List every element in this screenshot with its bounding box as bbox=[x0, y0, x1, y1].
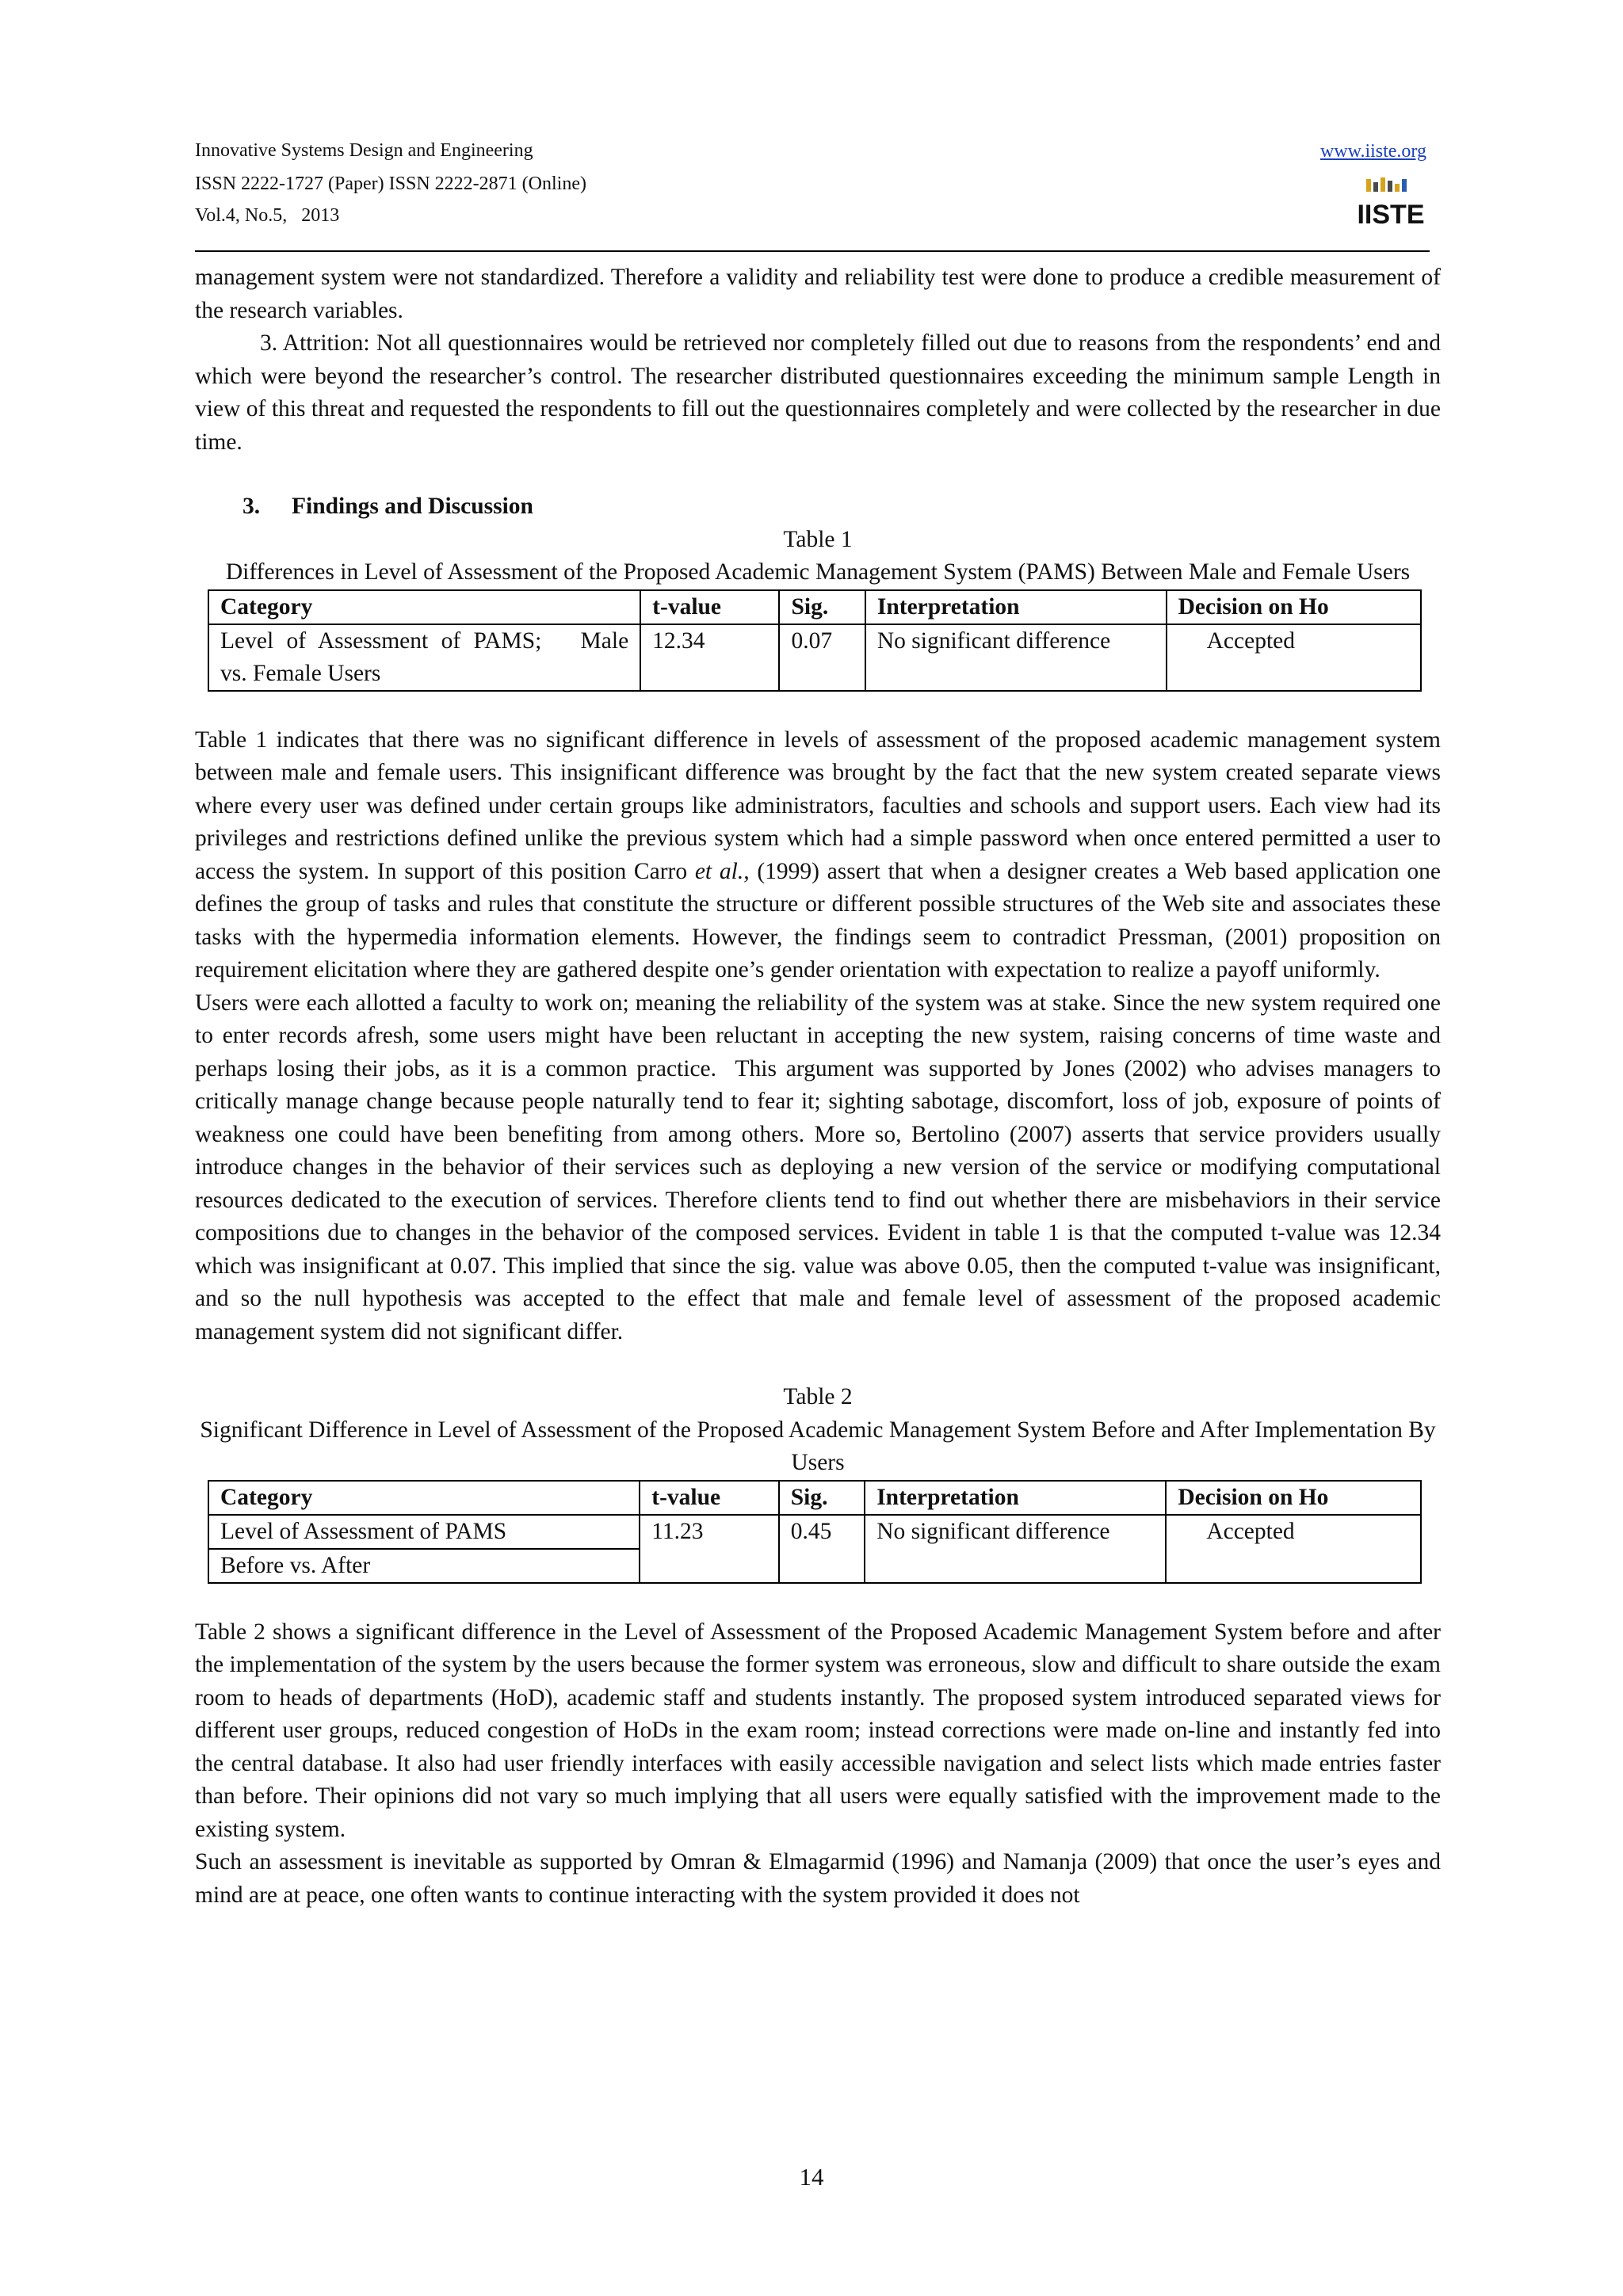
table-header-cell: Category bbox=[208, 590, 640, 624]
journal-name: Innovative Systems Design and Engineering bbox=[195, 140, 533, 161]
table-cell-category bbox=[208, 624, 640, 691]
journal-url-link[interactable]: www.iiste.org bbox=[1320, 141, 1426, 162]
table-cell-sig: 0.45 bbox=[779, 1515, 865, 1583]
svg-text:IISTE: IISTE bbox=[1357, 200, 1425, 230]
table-header-row bbox=[208, 1481, 1421, 1515]
table-header-cell: t-value bbox=[640, 1481, 778, 1515]
paragraph: Such an assessment is inevitable as supported by Omran & Elmagarmid (1996) and Namanja (2009) that once the user’s eyes and mind are at peace, one often wants to continue interacting with the system provided it does not bbox=[195, 1849, 1441, 1908]
table-header-cell: Decision on Ho bbox=[1166, 1481, 1421, 1515]
table-cell-interpretation: No significant difference bbox=[865, 1515, 1166, 1583]
paragraph: 3. Attrition: Not all questionnaires would be retrieved nor completely filled out due to reasons from the respondents’ end and which were beyond the researcher’s control. The researcher distributed questionnaires exceeding the minimum sample Length in view of this threat and requested the respondents to fill out the questionnaires completely and were collected by the researcher in due time. bbox=[195, 330, 1441, 455]
table-row bbox=[208, 624, 1421, 691]
table-cell-category: Level of Assessment of PAMS bbox=[208, 1515, 640, 1549]
table-cell-interpretation: No significant difference bbox=[865, 624, 1167, 691]
table-header-row bbox=[208, 590, 1421, 624]
table-cell-category: Before vs. After bbox=[208, 1549, 640, 1583]
section-number: 3. bbox=[242, 494, 261, 519]
paragraph: Table 1 indicates that there was no significant difference in levels of assessment of the proposed academic management system between male and female users. This insignificant difference was brought by the fact that the new system created separate views where every user was defined under certain groups like administrators, faculties and schools and support users. Each view had its privileges and restrictions defined unlike the previous system which had a simple password when once entered permitted a user to access the system. In support of this position Carro et al., (1999) assert that when a designer creates a Web based application one defines the group of tasks and rules that constitute the structure or different possible structures of the Web site and associates these tasks with the hypermedia information elements. However, the findings seem to contradict Pressman, (2001) proposition on requirement elicitation where they are gathered despite one’s gender orientation with expectation to realize a payoff uniformly. bbox=[195, 727, 1441, 982]
category-line: vs. Female Users bbox=[220, 660, 381, 686]
article-content bbox=[195, 261, 1441, 1912]
journal-volume: Vol.4, No.5, 2013 bbox=[195, 205, 340, 226]
table-header-cell: t-value bbox=[640, 590, 779, 624]
table-label: Table 1 bbox=[783, 526, 853, 552]
table-label: Table 2 bbox=[783, 1384, 853, 1409]
section-title: Findings and Discussion bbox=[292, 494, 533, 519]
page-header bbox=[195, 135, 1426, 254]
table-caption: Significant Difference in Level of Assessment of the Proposed Academic Management System Before and After Implementation By Users bbox=[200, 1417, 1436, 1475]
table-header-cell: Interpretation bbox=[865, 1481, 1166, 1515]
journal-issn: ISSN 2222-1727 (Paper) ISSN 2222-2871 (Online) bbox=[195, 174, 586, 194]
section-heading bbox=[195, 490, 1441, 524]
table-cell-decision: Accepted bbox=[1166, 1515, 1421, 1583]
table-row bbox=[208, 1515, 1421, 1549]
page-number: 14 bbox=[799, 2163, 824, 2191]
table-cell-sig: 0.07 bbox=[779, 624, 865, 691]
table-cell-t-value: 11.23 bbox=[640, 1515, 778, 1583]
table-header-cell: Decision on Ho bbox=[1167, 590, 1421, 624]
paragraph: management system were not standardized. Therefore a validity and reliability test were done to produce a credible measurement of the research variables. bbox=[195, 265, 1441, 323]
table-cell-t-value: 12.34 bbox=[640, 624, 779, 691]
table-header-cell: Sig. bbox=[779, 590, 865, 624]
table-caption: Differences in Level of Assessment of the Proposed Academic Management System (PAMS) Between Male and Female Users bbox=[225, 559, 1411, 585]
header-divider bbox=[195, 250, 1430, 252]
table-header-cell: Sig. bbox=[779, 1481, 865, 1515]
paragraph: Table 2 shows a significant difference in the Level of Assessment of the Proposed Academic Management System before and after the implementation of the system by the users because the former system was erroneous, slow and difficult to share outside the exam room to heads of departments (HoD), academic staff and students instantly. The proposed system introduced separated views for different user groups, reduced congestion of HoDs in the exam room; instead corrections were made on-line and instantly fed into the central database. It also had user friendly interfaces with easily accessible navigation and select lists which made entries faster than before. Their opinions did not vary so much implying that all users were equally satisfied with the improvement made to the existing system. bbox=[195, 1619, 1441, 1842]
results-table-2 bbox=[208, 1480, 1422, 1584]
table-header-cell: Category bbox=[208, 1481, 640, 1515]
results-table-1 bbox=[208, 589, 1422, 692]
category-line: Level of Assessment of PAMS; Male bbox=[220, 627, 629, 654]
table-cell-decision: Accepted bbox=[1167, 624, 1421, 691]
paragraph: Users were each allotted a faculty to work on; meaning the reliability of the system was at stake. Since the new system required one to enter records afresh, some users might have been reluctant in accepting the new system, raising concerns of time waste and perhaps losing their jobs, as it is a common practice. This argument was supported by Jones (2002) who advises managers to critically manage change because people naturally tend to fear it; sighting sabotage, discomfort, loss of job, exposure of points of weakness one could have been benefiting from among others. More so, Bertolino (2007) asserts that service providers usually introduce changes in the behavior of their services such as deploying a new version of the service or modifying computational resources dedicated to the execution of services. Therefore clients tend to find out whether there are misbehaviors in their service compositions due to changes in the behavior of the composed services. Evident in table 1 is that the computed t-value was 12.34 which was insignificant at 0.07. This implied that since the sig. value was above 0.05, then the computed t-value was insignificant, and so the null hypothesis was accepted to the effect that male and female level of assessment of the proposed academic management system did not significant differ. bbox=[195, 990, 1441, 1344]
table-header-cell: Interpretation bbox=[865, 590, 1167, 624]
iiste-logo bbox=[1357, 176, 1425, 235]
